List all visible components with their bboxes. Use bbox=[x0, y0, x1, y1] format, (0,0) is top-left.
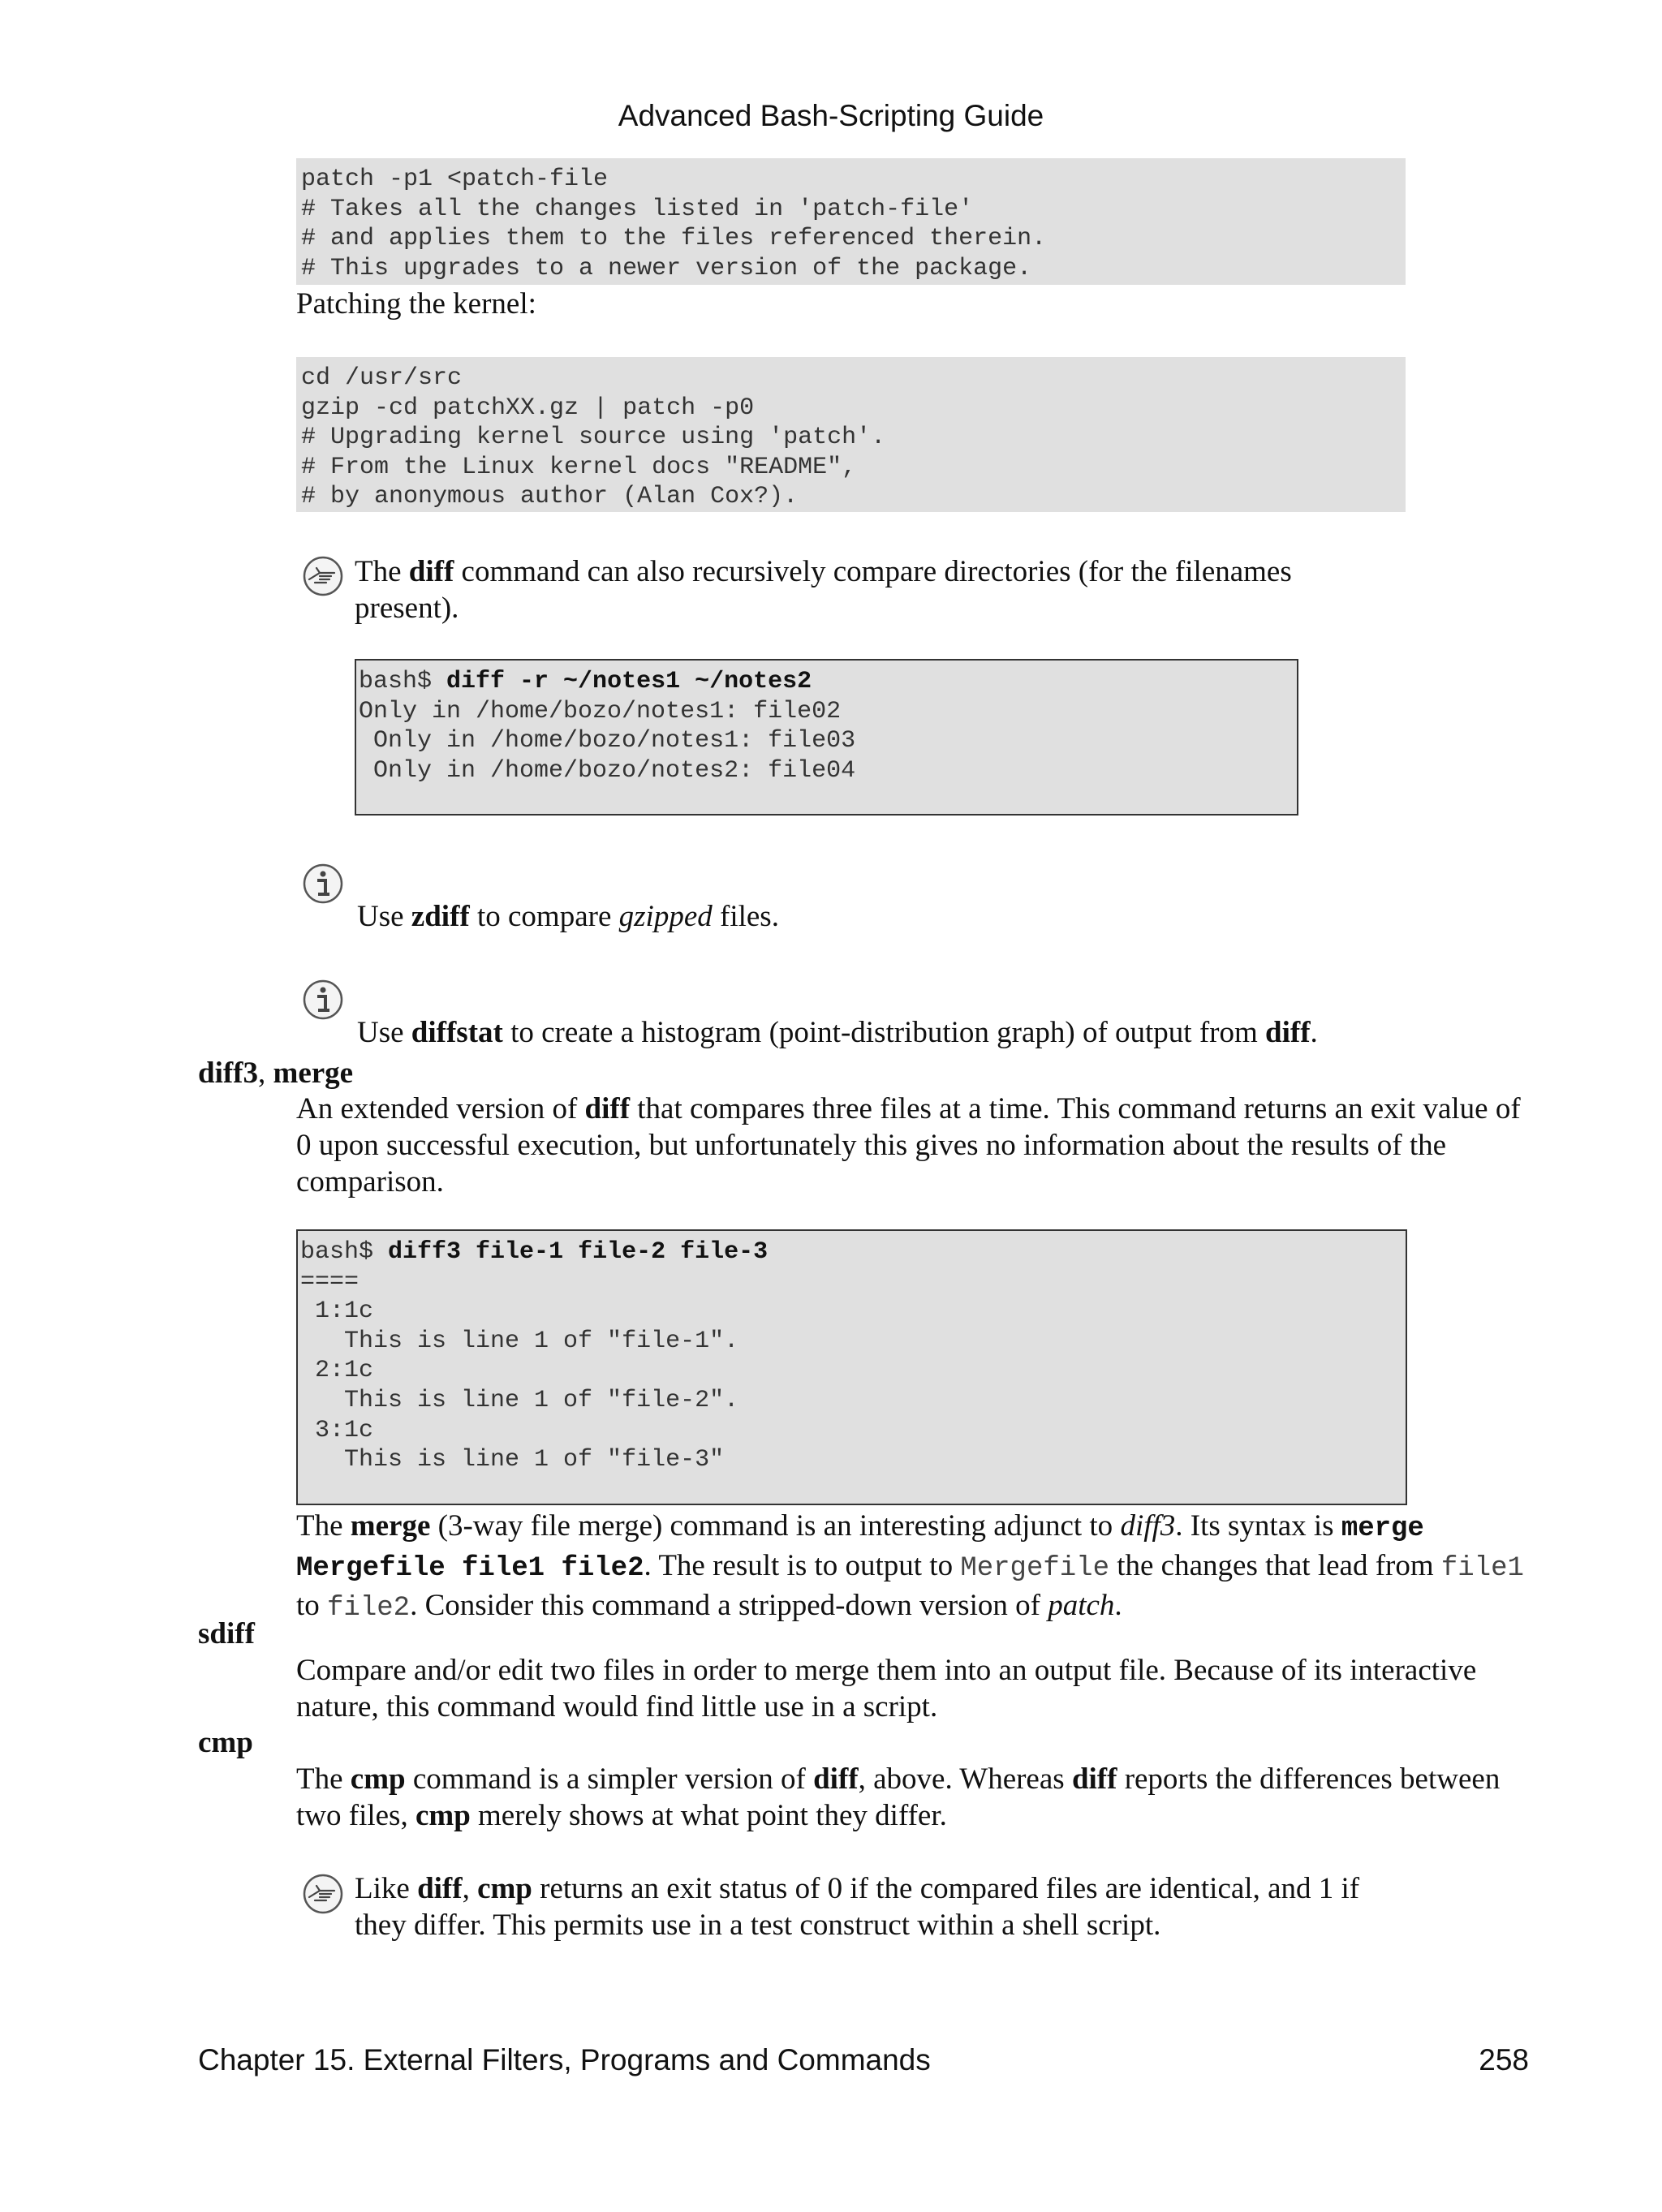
code-line: Only in /home/bozo/notes1: file03 bbox=[359, 727, 856, 755]
code-line: 3:1c bbox=[300, 1416, 374, 1444]
merge-syntax: merge Mergefile file1 file2 bbox=[296, 1513, 1424, 1584]
merge-description: The merge (3-way file merge) command is an interesting adjunct to diff3. Its syntax is merge Mergefile file1 file2. The result is to output to Mergefile the changes that lead from file1 to file2. Consider this command a stripped-down version of patch. bbox=[296, 1509, 1524, 1624]
cmd-cmp: cmp bbox=[415, 1799, 471, 1832]
code-line: # Takes all the changes listed in 'patch-file' bbox=[301, 195, 974, 223]
page-header: Advanced Bash-Scripting Guide bbox=[618, 99, 1044, 132]
filename: Mergefile bbox=[960, 1553, 1109, 1584]
tip-diffstat: Use diffstat to create a histogram (point-distribution graph) of output from diff. bbox=[357, 1016, 1318, 1049]
prompt: bash$ bbox=[359, 668, 447, 695]
code-line: This is line 1 of "file-2". bbox=[300, 1386, 739, 1414]
cmd-cmp: cmp bbox=[477, 1872, 532, 1905]
cmd-diff: diff bbox=[408, 555, 454, 588]
tip-zdiff: Use zdiff to compare gzipped files. bbox=[357, 900, 779, 933]
cmd-diff: diff bbox=[813, 1762, 859, 1796]
info-icon bbox=[302, 863, 344, 905]
page-number: 258 bbox=[1479, 2043, 1529, 2076]
code-line: 1:1c bbox=[300, 1298, 374, 1326]
filename: file2 bbox=[327, 1593, 411, 1624]
footer-chapter: Chapter 15. External Filters, Programs and Commands bbox=[198, 2043, 931, 2076]
cmd-merge: merge bbox=[350, 1509, 431, 1543]
code-line: 2:1c bbox=[300, 1357, 374, 1385]
prompt: bash$ bbox=[300, 1238, 389, 1266]
code-block-diff-r bbox=[355, 659, 1298, 816]
code-block-diff3 bbox=[296, 1229, 1407, 1505]
sdiff-description: Compare and/or edit two files in order to merge them into an output file. Because of its interactive nature, this command would find little use in a script. bbox=[296, 1654, 1477, 1724]
cmd-diffstat: diffstat bbox=[411, 1016, 503, 1049]
code-block-patch bbox=[296, 158, 1406, 285]
code-block-kernel-patch bbox=[296, 357, 1406, 512]
cmp-description: The cmp command is a simpler version of diff, above. Whereas diff reports the differences between two files, cmp merely shows at what point they differ. bbox=[296, 1762, 1501, 1832]
code-line: # and applies them to the files referenced therein. bbox=[301, 225, 1047, 253]
code-line: This is line 1 of "file-1". bbox=[300, 1327, 739, 1355]
patching-kernel-label: Patching the kernel: bbox=[296, 287, 536, 321]
filename: file1 bbox=[1440, 1553, 1524, 1584]
cmd-diff: diff bbox=[1265, 1016, 1311, 1049]
code-line: # This upgrades to a newer version of the package. bbox=[301, 254, 1032, 282]
term-sdiff: sdiff bbox=[198, 1617, 255, 1650]
code-line: Only in /home/bozo/notes2: file04 bbox=[359, 756, 856, 785]
note-cmp-exit-status: Like diff, cmp returns an exit status of 0 if the compared files are identical, and 1 if they differ. This permits use in a test construct within a shell script. bbox=[355, 1872, 1360, 1942]
cmd-diff: diff bbox=[417, 1872, 463, 1905]
code-line: # by anonymous author (Alan Cox?). bbox=[301, 483, 799, 511]
code-line: gzip -cd patchXX.gz | patch -p0 bbox=[301, 394, 755, 422]
code-line: ==== bbox=[300, 1267, 360, 1296]
code-line: This is line 1 of "file-3" bbox=[300, 1446, 725, 1474]
info-icon bbox=[302, 979, 344, 1021]
code-line: cd /usr/src bbox=[301, 364, 463, 392]
code-line: patch -p1 <patch-file bbox=[301, 166, 609, 193]
note-hand-icon bbox=[302, 555, 344, 597]
code-line: # Upgrading kernel source using 'patch'. bbox=[301, 424, 886, 452]
cmd-cmp: cmp bbox=[350, 1762, 406, 1796]
command: diff -r ~/notes1 ~/notes2 bbox=[446, 668, 812, 695]
command: diff3 file-1 file-2 file-3 bbox=[388, 1238, 769, 1266]
term-cmp: cmp bbox=[198, 1726, 253, 1759]
cmd-zdiff: zdiff bbox=[411, 900, 470, 933]
cmd-diff: diff bbox=[1071, 1762, 1117, 1796]
note-diff-recursive: The diff command can also recursively compare directories (for the filenames present). bbox=[355, 555, 1292, 625]
term-diff3-merge: diff3, merge bbox=[198, 1057, 354, 1090]
cmd-diff: diff bbox=[584, 1092, 631, 1125]
code-line: # From the Linux kernel docs "README", bbox=[301, 453, 857, 481]
diff3-description: An extended version of diff that compares three files at a time. This command returns an exit value of 0 upon successful execution, but unfortunately this gives no information about the results of the comparison. bbox=[296, 1092, 1521, 1199]
code-line: Only in /home/bozo/notes1: file02 bbox=[359, 697, 842, 725]
note-hand-icon bbox=[302, 1873, 344, 1915]
